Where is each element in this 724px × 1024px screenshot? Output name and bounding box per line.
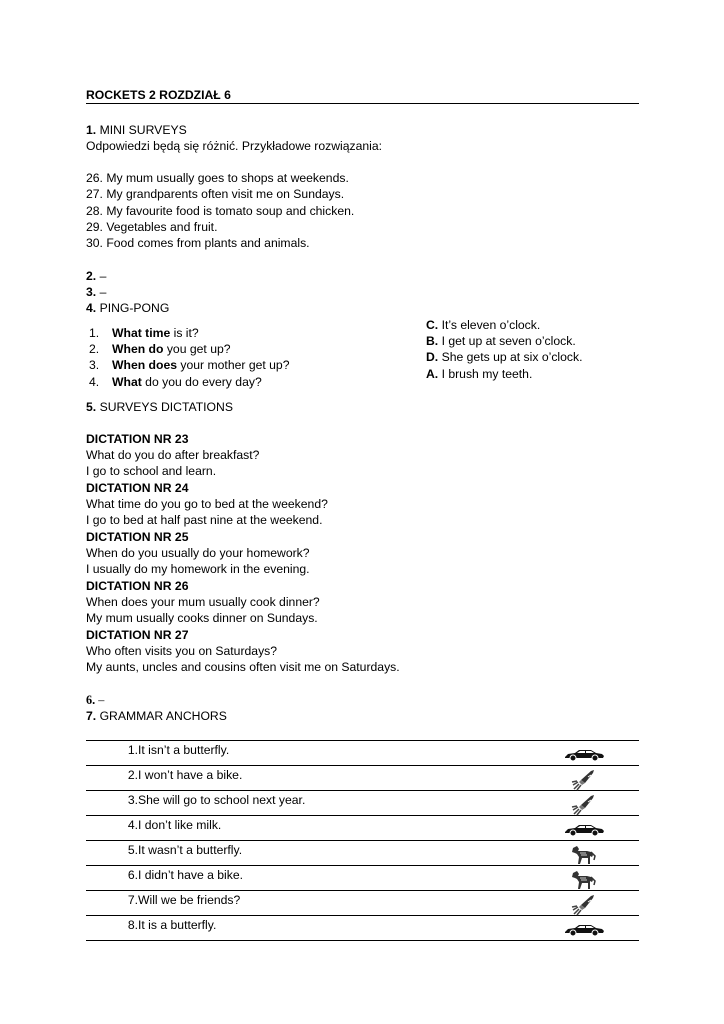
sentence-cell bbox=[138, 891, 549, 916]
dictation-question: What time do you go to bed at the weekend? bbox=[86, 497, 328, 511]
ping-pong-question: 3. When does your mother get up? bbox=[89, 358, 290, 372]
row-number: 7. bbox=[127, 893, 138, 907]
ping-pong-question: 4. What do you do every day? bbox=[89, 375, 262, 389]
row-sentence: It wasn’t a butterfly. bbox=[138, 843, 243, 857]
table-row bbox=[86, 766, 639, 791]
row-sentence: It isn’t a butterfly. bbox=[138, 743, 230, 757]
exercise-5-heading: 5. SURVEYS DICTATIONS bbox=[86, 400, 233, 414]
exercise-3-heading: 3. – bbox=[86, 285, 107, 299]
dictation-question: When do you usually do your homework? bbox=[86, 546, 310, 560]
row-number: 5. bbox=[127, 843, 138, 857]
exercise-6-heading: 6. – bbox=[86, 693, 105, 707]
row-number-cell bbox=[86, 891, 138, 916]
icon-cell bbox=[549, 791, 639, 816]
exercise-1-item: 26. My mum usually goes to shops at weekends. bbox=[86, 171, 349, 185]
row-number-cell bbox=[86, 791, 138, 816]
sentence-cell bbox=[138, 866, 549, 891]
dictation-title: DICTATION NR 23 bbox=[86, 432, 189, 446]
row-number: 8. bbox=[127, 918, 138, 932]
icon-cell bbox=[549, 841, 639, 866]
row-number: 6. bbox=[127, 868, 138, 882]
dictation-question: Who often visits you on Saturdays? bbox=[86, 644, 278, 658]
icon-cell bbox=[549, 866, 639, 891]
exercise-1-item: 27. My grandparents often visit me on Sundays. bbox=[86, 187, 345, 201]
table-row bbox=[86, 816, 639, 841]
page-title: ROCKETS 2 ROZDZIAŁ 6 bbox=[86, 88, 231, 102]
row-sentence: I don’t like milk. bbox=[138, 818, 222, 832]
dictation-answer: I usually do my homework in the evening. bbox=[86, 562, 310, 576]
exercise-7-heading: 7. GRAMMAR ANCHORS bbox=[86, 709, 227, 723]
row-number-cell bbox=[86, 866, 138, 891]
row-number-cell bbox=[86, 741, 138, 766]
table-row bbox=[86, 841, 639, 866]
ping-pong-answer: B. I get up at seven o’clock. bbox=[426, 334, 576, 348]
exercise-2-heading: 2. – bbox=[86, 269, 107, 283]
table-row bbox=[86, 791, 639, 816]
dictation-question: When does your mum usually cook dinner? bbox=[86, 595, 320, 609]
row-number-cell bbox=[86, 916, 138, 941]
sentence-cell bbox=[138, 816, 549, 841]
exercise-1-heading: 1. MINI SURVEYS bbox=[86, 123, 187, 137]
car-icon bbox=[563, 823, 605, 840]
table-row bbox=[86, 916, 639, 941]
row-sentence: I didn’t have a bike. bbox=[138, 868, 244, 882]
exercise-1-note: Odpowiedzi będą się różnić. Przykładowe rozwiązania: bbox=[86, 139, 383, 153]
icon-cell bbox=[549, 766, 639, 791]
sentence-cell bbox=[138, 916, 549, 941]
sentence-cell bbox=[138, 791, 549, 816]
dictation-question: What do you do after breakfast? bbox=[86, 448, 260, 462]
dictation-title: DICTATION NR 25 bbox=[86, 530, 189, 544]
dictation-title: DICTATION NR 24 bbox=[86, 481, 189, 495]
exercise-1-item: 29. Vegetables and fruit. bbox=[86, 220, 218, 234]
table-row bbox=[86, 891, 639, 916]
ping-pong-question: 1. What time is it? bbox=[89, 326, 199, 340]
row-number: 4. bbox=[127, 818, 138, 832]
sentence-cell bbox=[138, 741, 549, 766]
title-divider bbox=[86, 103, 639, 104]
exercise-4-heading: 4. PING-PONG bbox=[86, 301, 170, 315]
table-row bbox=[86, 741, 639, 766]
row-number: 2. bbox=[127, 768, 138, 782]
table-row bbox=[86, 866, 639, 891]
icon-cell bbox=[549, 891, 639, 916]
row-sentence: She will go to school next year. bbox=[138, 793, 306, 807]
sentence-cell bbox=[138, 841, 549, 866]
icon-cell bbox=[549, 816, 639, 841]
row-sentence: I won’t have a bike. bbox=[138, 768, 243, 782]
exercise-1-item: 30. Food comes from plants and animals. bbox=[86, 236, 310, 250]
icon-cell bbox=[549, 916, 639, 941]
dictation-answer: My aunts, uncles and cousins often visit me on Saturdays. bbox=[86, 660, 400, 674]
row-number-cell bbox=[86, 766, 138, 791]
row-number-cell bbox=[86, 841, 138, 866]
car-icon bbox=[563, 748, 605, 765]
row-sentence: Will we be friends? bbox=[138, 893, 241, 907]
row-number: 3. bbox=[127, 793, 138, 807]
row-number: 1. bbox=[127, 743, 138, 757]
ping-pong-answer: C. It’s eleven o’clock. bbox=[426, 318, 541, 332]
dictation-title: DICTATION NR 26 bbox=[86, 579, 189, 593]
ping-pong-answer: D. She gets up at six o’clock. bbox=[426, 350, 583, 364]
exercise-1-item: 28. My favourite food is tomato soup and chicken. bbox=[86, 204, 355, 218]
ping-pong-answer: A. I brush my teeth. bbox=[426, 367, 533, 381]
ping-pong-question: 2. When do you get up? bbox=[89, 342, 231, 356]
grammar-anchors-table bbox=[86, 740, 639, 941]
dictation-answer: My mum usually cooks dinner on Sundays. bbox=[86, 611, 318, 625]
row-number-cell bbox=[86, 816, 138, 841]
sentence-cell bbox=[138, 766, 549, 791]
car-icon bbox=[563, 923, 605, 940]
dictation-answer: I go to school and learn. bbox=[86, 464, 217, 478]
icon-cell bbox=[549, 741, 639, 766]
dictation-title: DICTATION NR 27 bbox=[86, 628, 189, 642]
dictation-answer: I go to bed at half past nine at the weekend. bbox=[86, 513, 323, 527]
row-sentence: It is a butterfly. bbox=[138, 918, 217, 932]
